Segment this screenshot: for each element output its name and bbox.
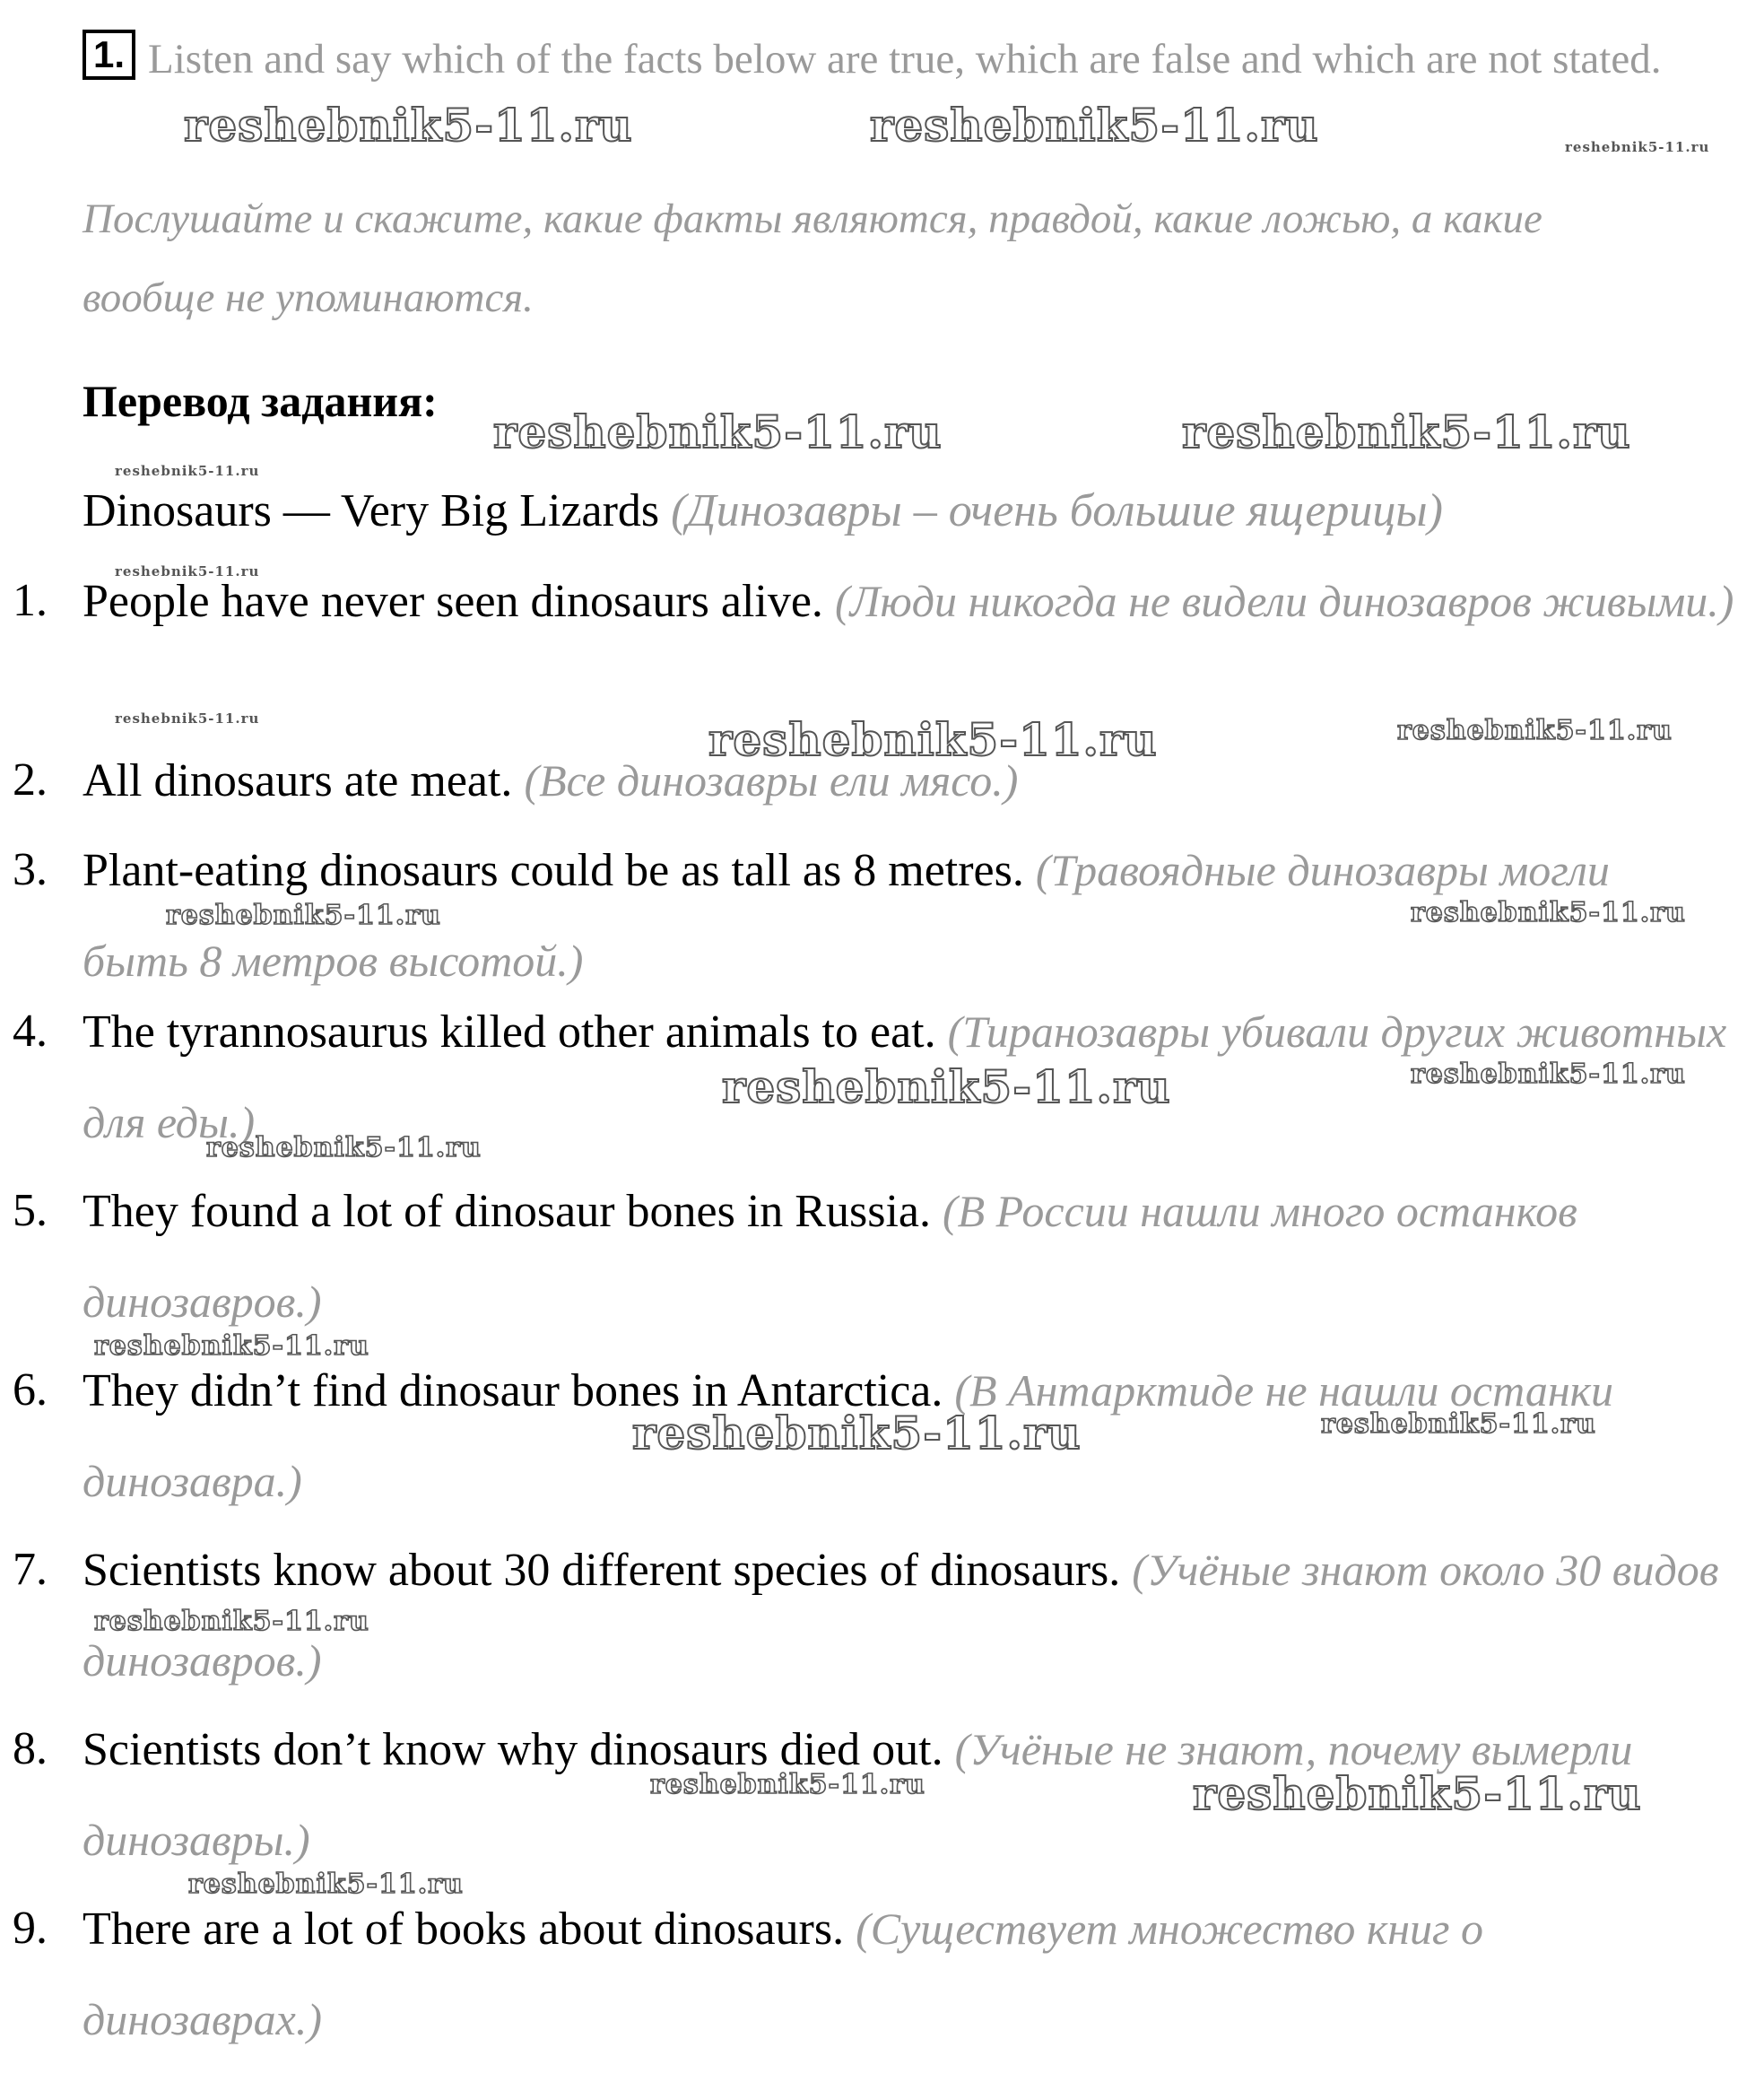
watermark: reshebnik5-11.ru [1565, 139, 1710, 155]
watermark: reshebnik5-11.ru [870, 99, 1319, 152]
watermark: reshebnik5-11.ru [1411, 897, 1686, 928]
item-number: 1. [13, 575, 48, 626]
item-number: 3. [13, 844, 48, 895]
item-number: 8. [13, 1723, 48, 1774]
task-instruction-translation: Послушайте и скажите, какие факты являются, правдой, какие ложью, а какие вообще не упоминаются. [83, 196, 1542, 321]
item-translation: (Тиранозавры убивали других животных для еды.) [83, 1006, 1727, 1147]
item-statement: All dinosaurs ate meat. [83, 755, 513, 806]
watermark: reshebnik5-11.ru [632, 1407, 1082, 1459]
item-translation: (В России нашли много останков динозавров.) [83, 1186, 1577, 1327]
watermark: reshebnik5-11.ru [650, 1769, 925, 1800]
watermark: reshebnik5-11.ru [115, 563, 260, 579]
item-number: 6. [13, 1364, 48, 1416]
item-statement: They found a lot of dinosaur bones in Russia. [83, 1186, 931, 1237]
text-title-ru: (Динозавры – очень большие ящерицы) [671, 485, 1443, 536]
item-statement: Scientists don’t know why dinosaurs died out. [83, 1724, 943, 1775]
item-translation: (Все динозавры ели мясо.) [524, 755, 1019, 806]
item-translation: (Существует множество книг о динозаврах.) [83, 1904, 1484, 2044]
task-number-box: 1. [83, 30, 135, 80]
watermark: reshebnik5-11.ru [493, 405, 943, 458]
text-title [83, 480, 1715, 543]
section-title: Перевод задания: [83, 376, 438, 426]
watermark: reshebnik5-11.ru [1182, 405, 1631, 458]
text-title-en: Dinosaurs — Very Big Lizards [83, 485, 660, 536]
item-number: 5. [13, 1185, 48, 1236]
watermark: reshebnik5-11.ru [188, 1869, 464, 1900]
watermark: reshebnik5-11.ru [115, 710, 260, 727]
watermark: reshebnik5-11.ru [722, 1060, 1171, 1113]
watermark: reshebnik5-11.ru [115, 463, 260, 479]
watermark: reshebnik5-11.ru [94, 1330, 369, 1362]
item-statement: They didn’t find dinosaur bones in Antarctica. [83, 1365, 943, 1416]
watermark: reshebnik5-11.ru [708, 713, 1158, 766]
item-translation: (Люди никогда не видели динозавров живыми.) [834, 576, 1734, 626]
item-statement: The tyrannosaurus killed other animals to eat. [83, 1006, 936, 1058]
item-statement: Scientists know about 30 different species of dinosaurs. [83, 1545, 1121, 1596]
item-number: 9. [13, 1903, 48, 1954]
item-translation: (Травоядные динозавры могли быть 8 метров высотой.) [83, 845, 1610, 986]
item-number: 7. [13, 1544, 48, 1595]
item-statement: There are a lot of books about dinosaurs. [83, 1904, 845, 1955]
item-statement: People have never seen dinosaurs alive. [83, 576, 823, 627]
item-statement: Plant-eating dinosaurs could be as tall as 8 metres. [83, 845, 1024, 896]
watermark: reshebnik5-11.ru [1397, 715, 1673, 746]
watermark: reshebnik5-11.ru [206, 1132, 482, 1163]
watermark: reshebnik5-11.ru [1321, 1408, 1596, 1440]
watermark: reshebnik5-11.ru [184, 99, 633, 152]
watermark: reshebnik5-11.ru [94, 1606, 369, 1637]
task-instruction [83, 18, 1679, 100]
item-translation: (В Антарктиде не нашли останки динозавра.) [83, 1365, 1614, 1506]
item-translation: (Учёные знают около 30 видов динозавров.) [83, 1545, 1719, 1686]
task-instruction-text: Listen and say which of the facts below are true, which are false and which are not stated. [148, 36, 1662, 83]
watermark: reshebnik5-11.ru [1411, 1059, 1686, 1090]
watermark: reshebnik5-11.ru [166, 900, 441, 931]
item-number: 4. [13, 1006, 48, 1057]
watermark: reshebnik5-11.ru [1193, 1767, 1642, 1820]
item-translation: (Учёные не знают, почему вымерли динозавры.) [83, 1724, 1633, 1865]
item-number: 2. [13, 754, 48, 806]
